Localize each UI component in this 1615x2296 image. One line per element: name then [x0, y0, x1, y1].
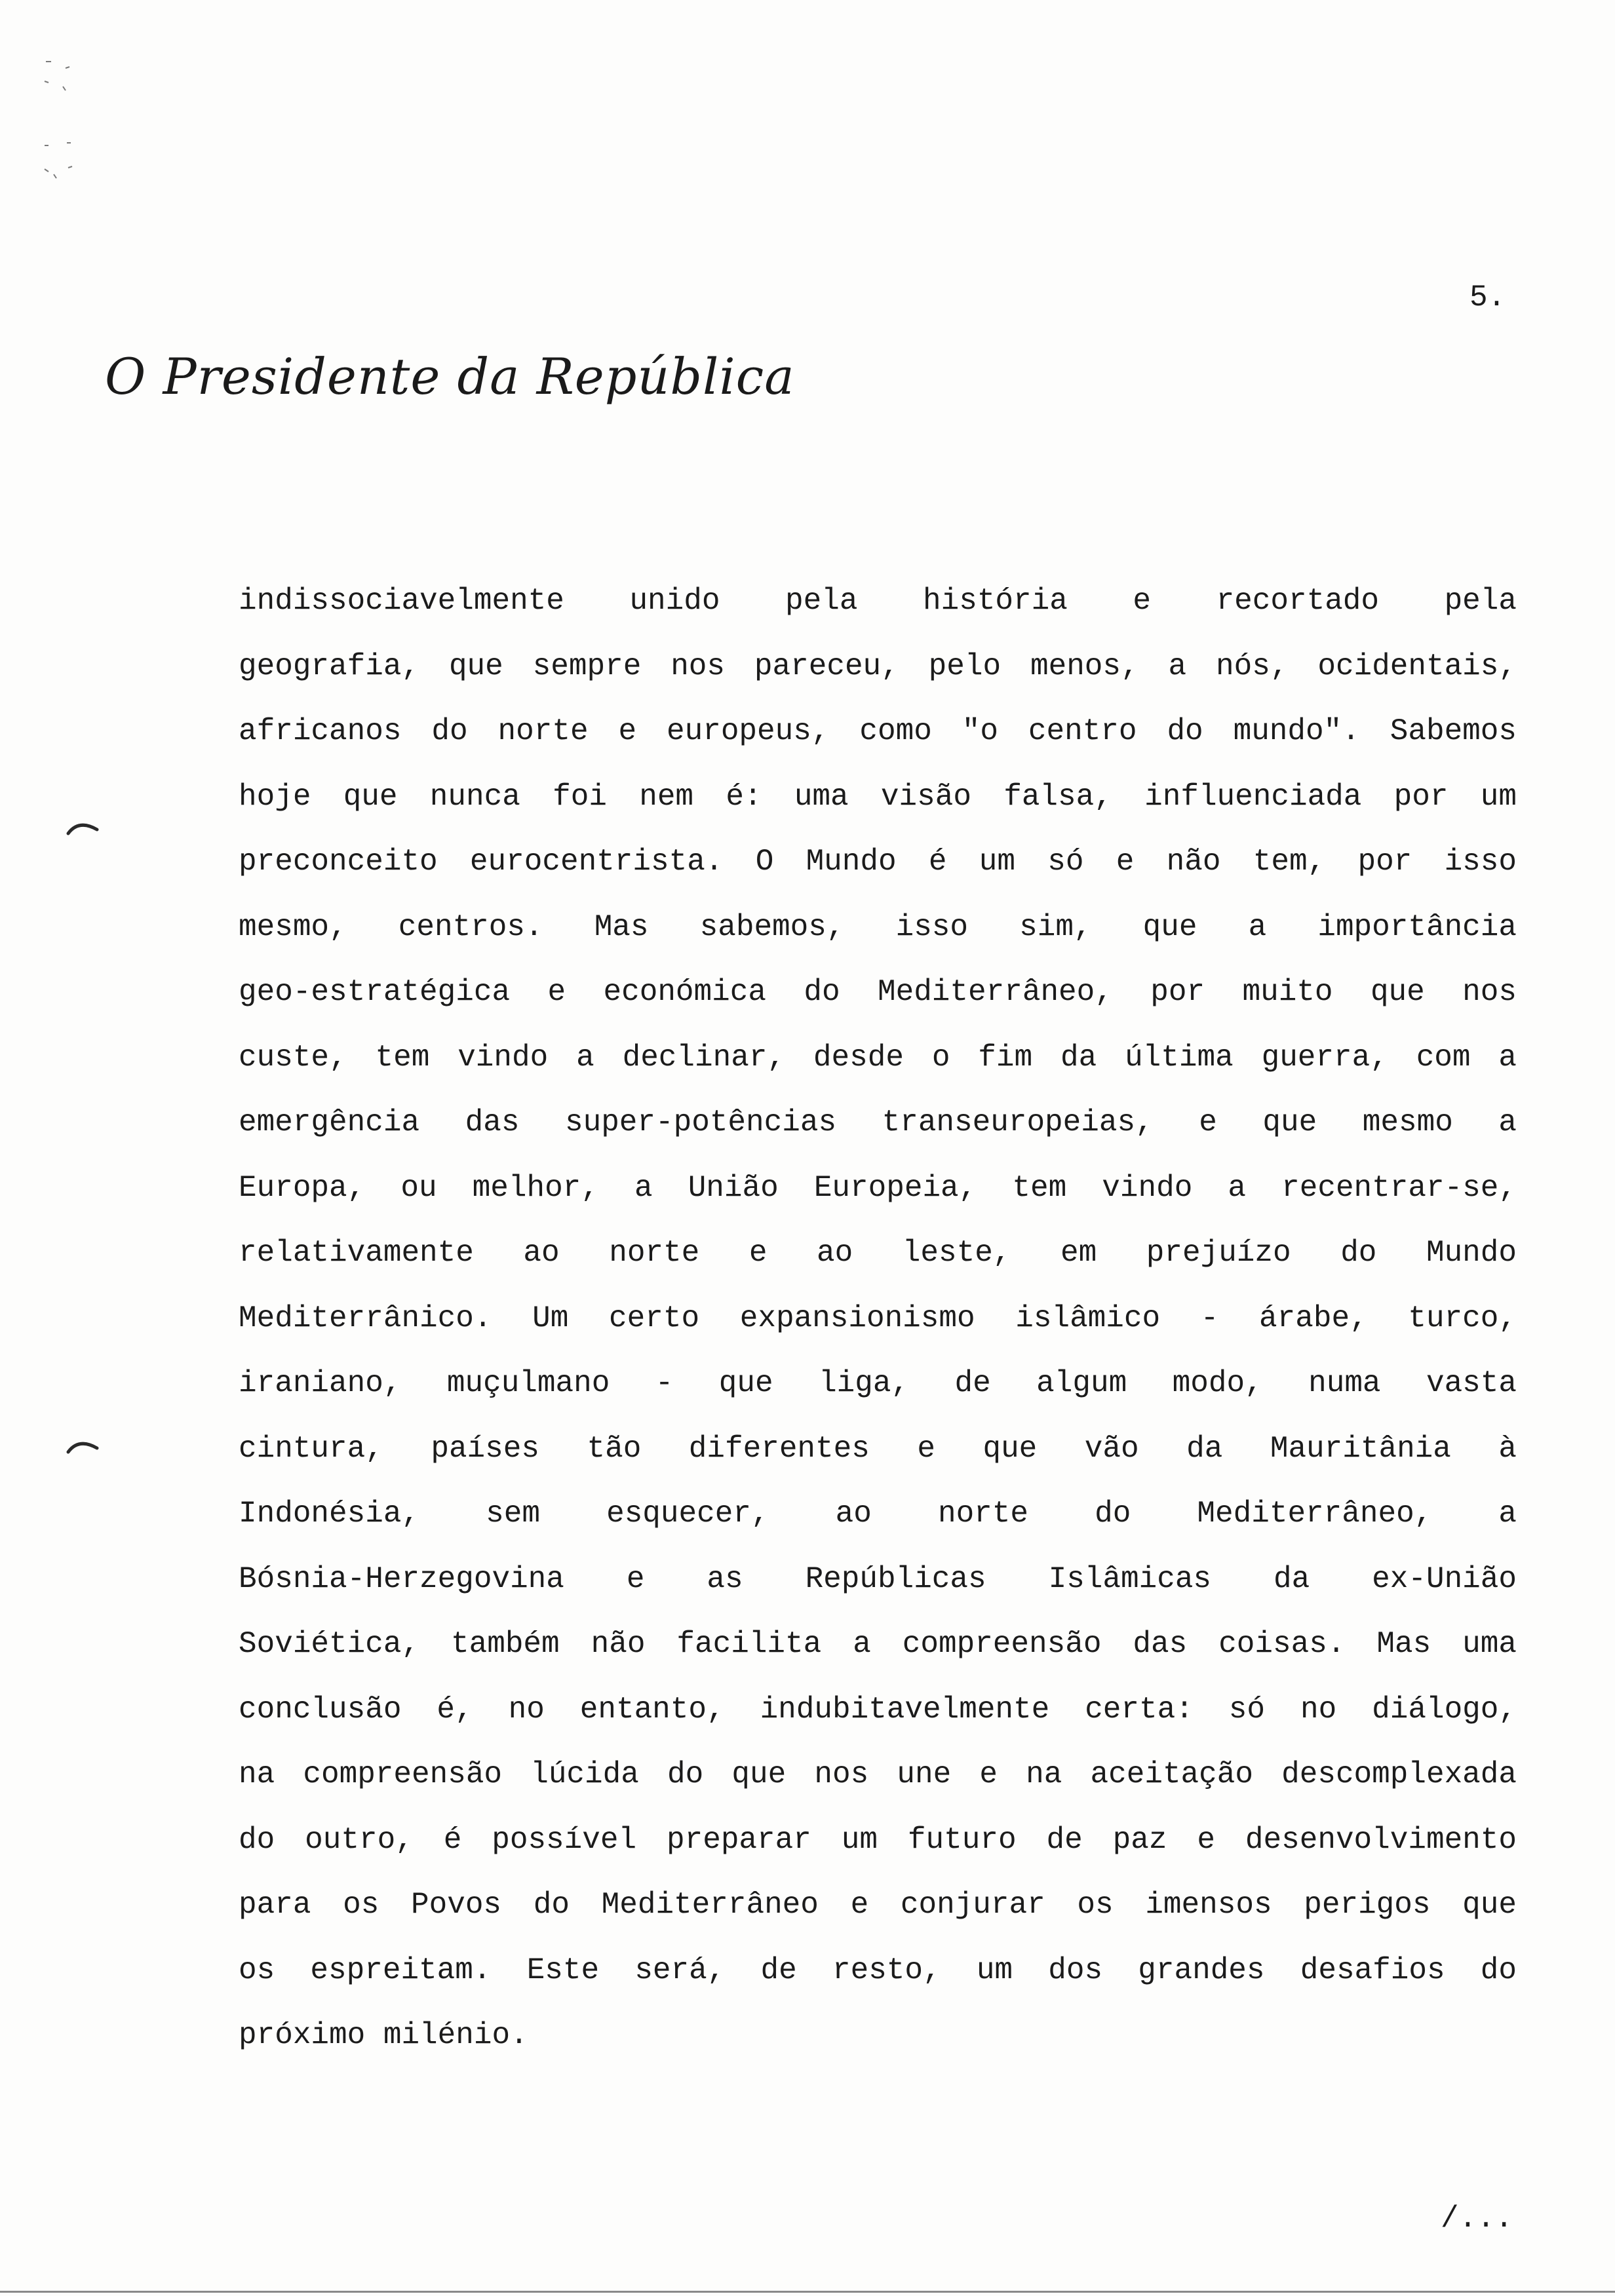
- text-line: cintura, países tão diferentes e que vão da Mauritânia à: [239, 1431, 1517, 1466]
- text-line: Bósnia-Herzegovina e as Repúblicas Islâmicas da ex-União: [239, 1561, 1517, 1596]
- text-line: Soviética, também não facilita a compreensão das coisas. Mas uma: [239, 1627, 1517, 1661]
- body-text: [239, 569, 1517, 2069]
- binding-mark: [66, 818, 100, 836]
- text-line: Mediterrânico. Um certo expansionismo islâmico - árabe, turco,: [239, 1301, 1517, 1335]
- page-number: 5.: [1469, 280, 1506, 315]
- text-line: na compreensão lúcida do que nos une e na aceitação descomplexada: [239, 1757, 1517, 1791]
- continuation-mark: /...: [1441, 2202, 1513, 2236]
- text-line: africanos do norte e europeus, como "o centro do mundo". Sabemos: [239, 714, 1517, 748]
- scan-edge: [0, 2291, 1615, 2293]
- text-line: geografia, que sempre nos pareceu, pelo menos, a nós, ocidentais,: [239, 649, 1517, 683]
- text-line: do outro, é possível preparar um futuro de paz e desenvolvimento: [239, 1822, 1517, 1857]
- text-line: Europa, ou melhor, a União Europeia, tem vindo a recentrar-se,: [239, 1170, 1517, 1205]
- text-line: preconceito eurocentrista. O Mundo é um só e não tem, por isso: [239, 845, 1517, 879]
- text-line: para os Povos do Mediterrâneo e conjurar os imensos perigos que: [239, 1888, 1517, 1922]
- text-line: custe, tem vindo a declinar, desde o fim da última guerra, com a: [239, 1040, 1517, 1075]
- text-line: geo-estratégica e económica do Mediterrâneo, por muito que nos: [239, 975, 1517, 1009]
- text-line: conclusão é, no entanto, indubitavelmente certa: só no diálogo,: [239, 1692, 1517, 1727]
- scan-speck: [39, 52, 92, 197]
- text-line: próximo milénio.: [239, 2018, 528, 2052]
- text-line: emergência das super-potências transeuropeias, e que mesmo a: [239, 1105, 1517, 1139]
- text-line: Indonésia, sem esquecer, ao norte do Mediterrâneo, a: [239, 1497, 1517, 1531]
- text-line: relativamente ao norte e ao leste, em prejuízo do Mundo: [239, 1236, 1517, 1270]
- text-line: os espreitam. Este será, de resto, um dos grandes desafios do: [239, 1953, 1517, 1987]
- text-line: mesmo, centros. Mas sabemos, isso sim, que a importância: [239, 909, 1517, 944]
- text-line: iraniano, muçulmano - que liga, de algum modo, numa vasta: [239, 1366, 1517, 1400]
- letterhead-title: O Presidente da República: [105, 347, 795, 406]
- binding-mark: [66, 1436, 100, 1455]
- text-line: hoje que nunca foi nem é: uma visão falsa, influenciada por um: [239, 779, 1517, 814]
- text-line: indissociavelmente unido pela história e recortado pela: [239, 584, 1517, 618]
